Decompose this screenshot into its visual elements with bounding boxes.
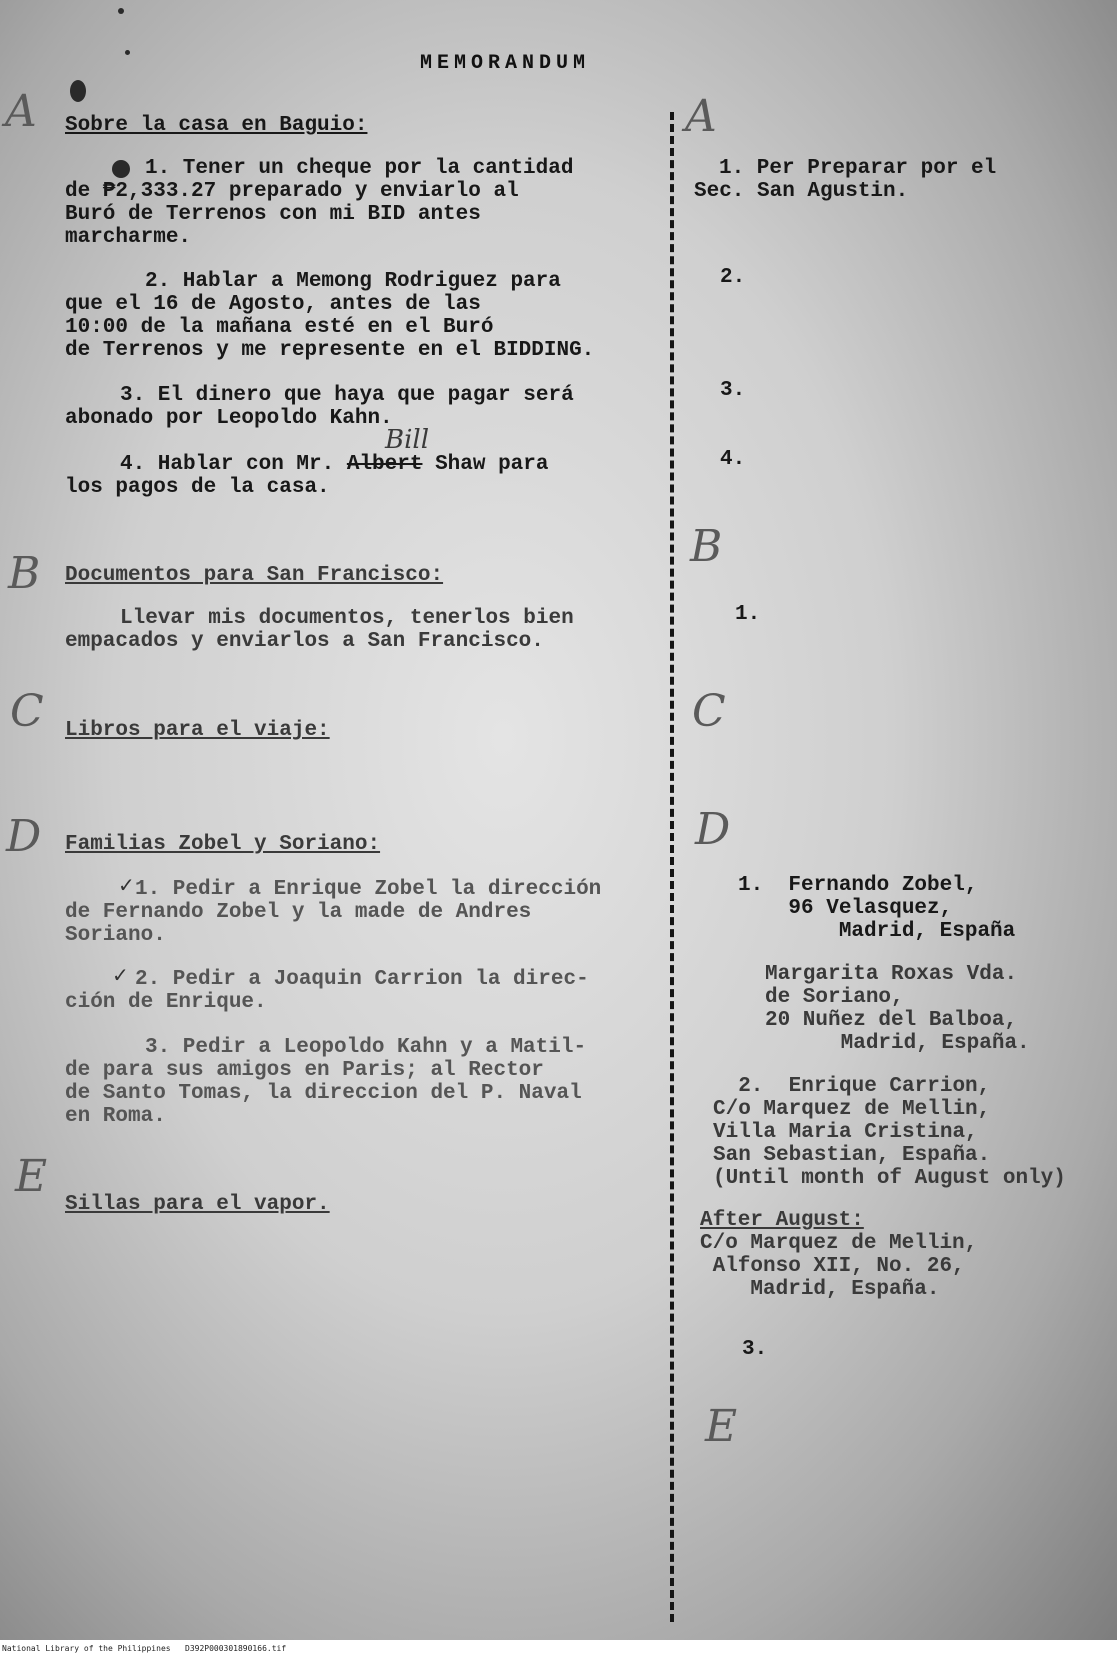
address-fernando-zobel: 1. Fernando Zobel, 96 Velasquez, Madrid, España bbox=[738, 874, 1016, 943]
right-item-a2: 2. bbox=[720, 266, 746, 289]
item-a2: 2. Hablar a Memong Rodriguez para que el 16 de Agosto, antes de las 10:00 de la mañana esté en el Buró de Terrenos y me represente en el BIDDING. bbox=[65, 270, 595, 362]
right-item-d3: 3. bbox=[742, 1338, 768, 1361]
speck bbox=[118, 8, 124, 14]
memo-title: MEMORANDUM bbox=[420, 52, 591, 75]
item-b-text: Llevar mis documentos, tenerlos bien empacados y enviarlos a San Francisco. bbox=[65, 607, 574, 653]
check-mark: ✓ bbox=[118, 873, 135, 897]
margin-letter-c: C bbox=[10, 686, 44, 737]
item-a1: 1. Tener un cheque por la cantidad de ₱2,333.27 preparado y enviarlo al Buró de Terrenos con mi BID antes marcharme. bbox=[65, 157, 574, 249]
heading-documentos: Documentos para San Francisco: bbox=[65, 564, 444, 587]
address-enrique-carrion: 2. Enrique Carrion, C/o Marquez de Mellin, Villa Maria Cristina, San Sebastian, España. (Until month of August only) bbox=[713, 1075, 1066, 1190]
heading-after-august: After August: bbox=[700, 1209, 864, 1232]
margin-letter-d: D bbox=[6, 811, 42, 862]
item-d2: 2. Pedir a Joaquin Carrion la direc- ción de Enrique. bbox=[65, 968, 589, 1014]
check-mark: ✓ bbox=[112, 963, 129, 987]
item-a3: 3. El dinero que haya que pagar será abonado por Leopoldo Kahn. bbox=[65, 384, 574, 430]
margin-letter-a-right: A bbox=[685, 91, 717, 142]
margin-letter-b-right: B bbox=[690, 521, 723, 572]
margin-letter-a: A bbox=[5, 86, 37, 137]
margin-letter-d-right: D bbox=[695, 804, 731, 855]
margin-letter-b: B bbox=[8, 548, 41, 599]
column-divider bbox=[670, 112, 674, 1622]
handwritten-insert-bill: Bill bbox=[385, 425, 430, 455]
margin-letter-c-right: C bbox=[692, 686, 726, 737]
item-d1: 1. Pedir a Enrique Zobel la dirección de Fernando Zobel y la made de Andres Soriano. bbox=[65, 878, 602, 947]
margin-letter-e: E bbox=[15, 1151, 48, 1202]
item-a4-after: Shaw para los pagos de la casa. bbox=[65, 453, 549, 499]
item-a4-struck: Albert bbox=[346, 453, 423, 476]
item-d3: 3. Pedir a Leopoldo Kahn y a Matil- de para sus amigos en Paris; al Rector de Santo Tomas, la direccion del P. Naval en Roma. bbox=[65, 1036, 587, 1128]
footer-source: National Library of the Philippines bbox=[2, 1644, 171, 1653]
address-margarita-roxas: Margarita Roxas Vda. de Soriano, 20 Nuñez del Balboa, Madrid, España. bbox=[765, 963, 1030, 1055]
address-after-august: C/o Marquez de Mellin, Alfonso XII, No. 26, Madrid, España. bbox=[700, 1232, 978, 1301]
ink-blot bbox=[70, 80, 86, 102]
heading-familias: Familias Zobel y Soriano: bbox=[65, 833, 381, 856]
item-a4-before: 4. Hablar con Mr. bbox=[120, 453, 347, 476]
right-item-a3: 3. bbox=[720, 379, 746, 402]
footer-file: D392P000301890166.tif bbox=[185, 1644, 287, 1653]
heading-libros: Libros para el viaje: bbox=[65, 719, 330, 742]
scan-footer bbox=[0, 1640, 1117, 1658]
right-item-b1: 1. bbox=[735, 603, 761, 626]
speck bbox=[125, 50, 130, 55]
heading-casa-baguio: Sobre la casa en Baguio: bbox=[65, 114, 368, 137]
margin-letter-e-right: E bbox=[705, 1401, 738, 1452]
item-a4 bbox=[65, 453, 549, 499]
right-item-a4: 4. bbox=[720, 448, 746, 471]
right-item-a1: 1. Per Preparar por el Sec. San Agustin. bbox=[694, 157, 997, 203]
heading-sillas: Sillas para el vapor. bbox=[65, 1193, 330, 1216]
